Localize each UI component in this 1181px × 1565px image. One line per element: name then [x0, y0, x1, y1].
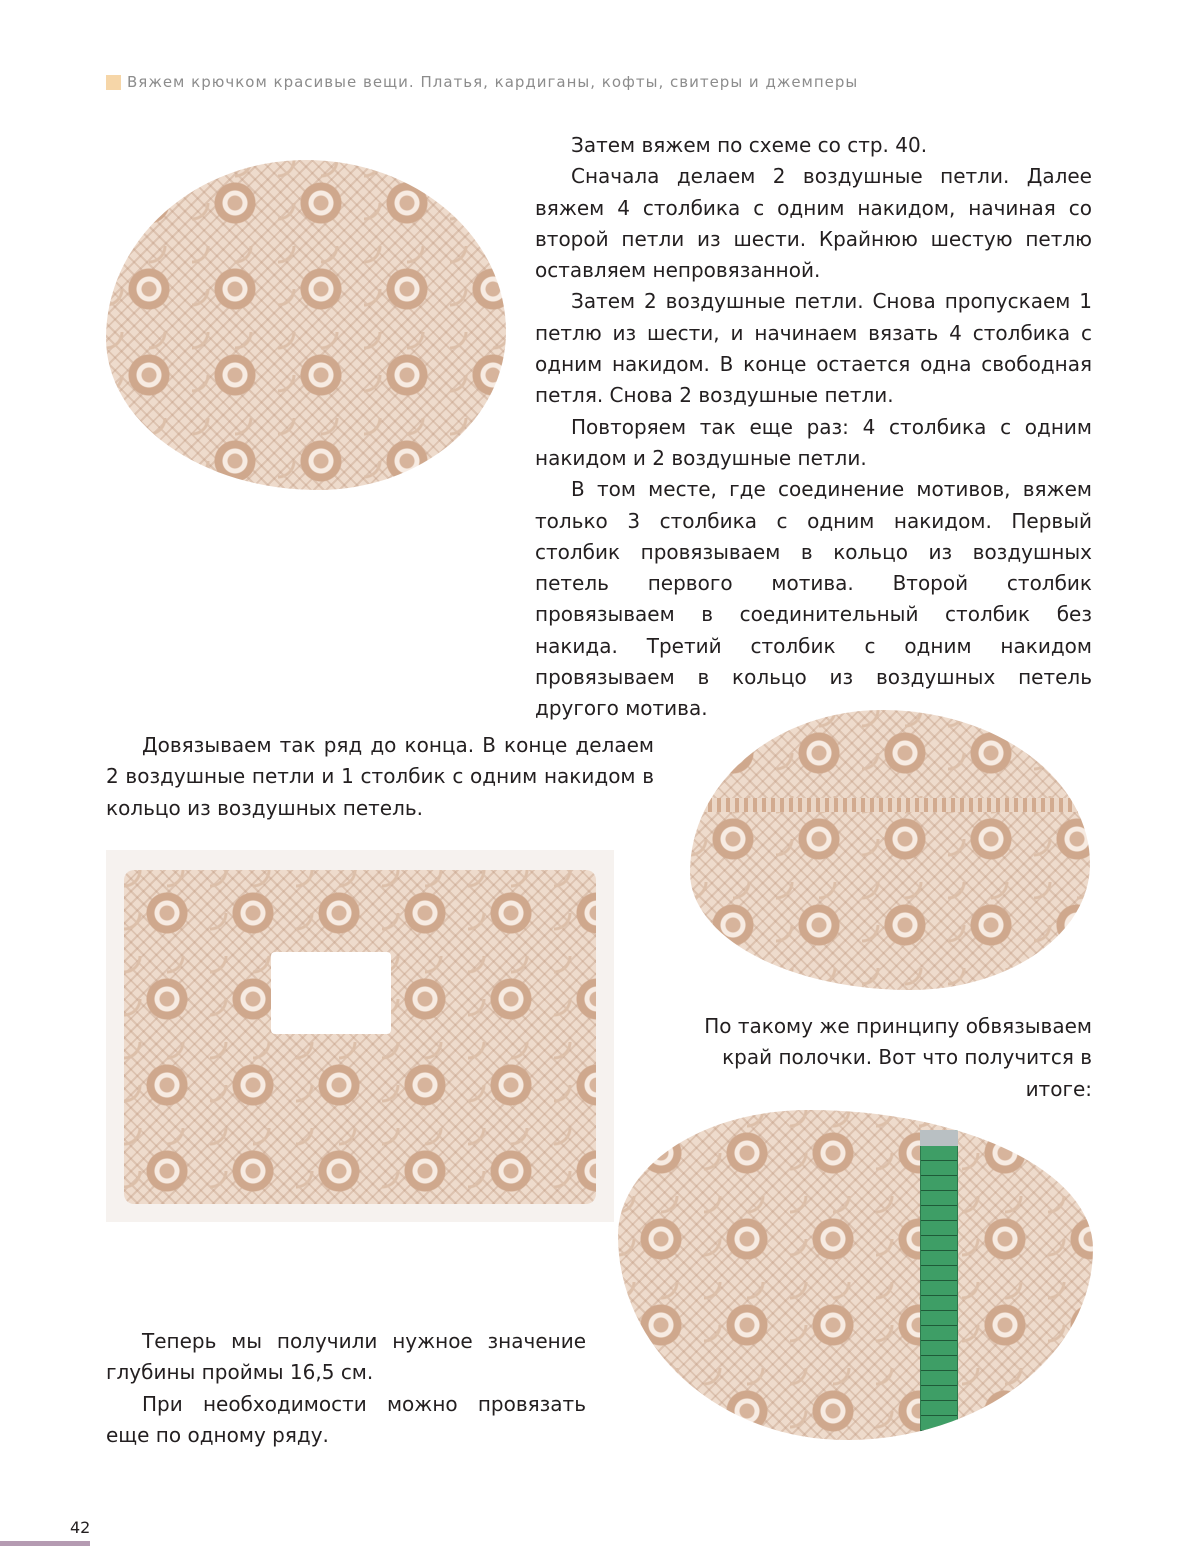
text-block-finish-row: [106, 730, 654, 824]
panel-opening: [271, 952, 391, 1034]
running-header: [106, 70, 858, 94]
header-title: Вяжем крючком красивые вещи. Платья, кардиганы, кофты, свитеры и джемперы: [127, 73, 859, 91]
page-number: 42: [70, 1518, 91, 1537]
header-accent-square: [106, 75, 121, 90]
photo-crochet-edge-closeup: [690, 710, 1090, 990]
text-block-edge: [650, 1011, 1092, 1105]
paragraph: В том месте, где соединение мотивов, вяжем только 3 столбика с одним накидом. Первый столбик провязываем в кольцо из воздушных петель первого мотива. Второй столбик провязываем в соединительный столбик без накида. Третий столбик с одним накидом провязываем в кольцо из воздушных петель другого мотива.: [535, 477, 1092, 721]
edge-row: [690, 798, 1090, 812]
text-block-armhole-depth: [106, 1326, 586, 1451]
photo-crochet-with-measuring-tape: [618, 1110, 1093, 1440]
paragraph: Сначала делаем 2 воздушные петли. Далее вяжем 4 столбика с одним накидом, начиная со второй петли из шести. Крайнюю шестую петлю оставляем непровязанной.: [535, 164, 1092, 283]
paragraph: Довязываем так ряд до конца. В конце делаем 2 воздушные петли и 1 столбик с одним накидом в кольцо из воздушных петель.: [106, 733, 654, 820]
paragraph: Затем 2 воздушные петли. Снова пропускаем 1 петлю из шести, и начинаем вязать 4 столбика с одним накидом. В конце остается одна свободная петля. Снова 2 воздушные петли.: [535, 289, 1092, 408]
paragraph: Повторяем так еще раз: 4 столбика с одним накидом и 2 воздушные петли.: [535, 414, 1092, 470]
text-block-instructions: [535, 130, 1092, 725]
page-footer-bar: [0, 1541, 90, 1546]
measuring-tape-clip: [920, 1130, 958, 1146]
paragraph: Затем вяжем по схеме со стр. 40.: [571, 133, 928, 157]
crochet-panel: [124, 870, 596, 1204]
photo-crochet-panel-with-opening: [106, 850, 614, 1222]
measuring-tape-icon: [920, 1130, 958, 1432]
paragraph: При необходимости можно провязать еще по одному ряду.: [106, 1391, 586, 1447]
photo-crochet-closeup-hook: [106, 160, 506, 490]
paragraph: По такому же принципу обвязываем край полочки. Вот что получится в итоге:: [704, 1014, 1092, 1101]
paragraph: Теперь мы получили нужное значение глубины проймы 16,5 см.: [106, 1329, 586, 1385]
